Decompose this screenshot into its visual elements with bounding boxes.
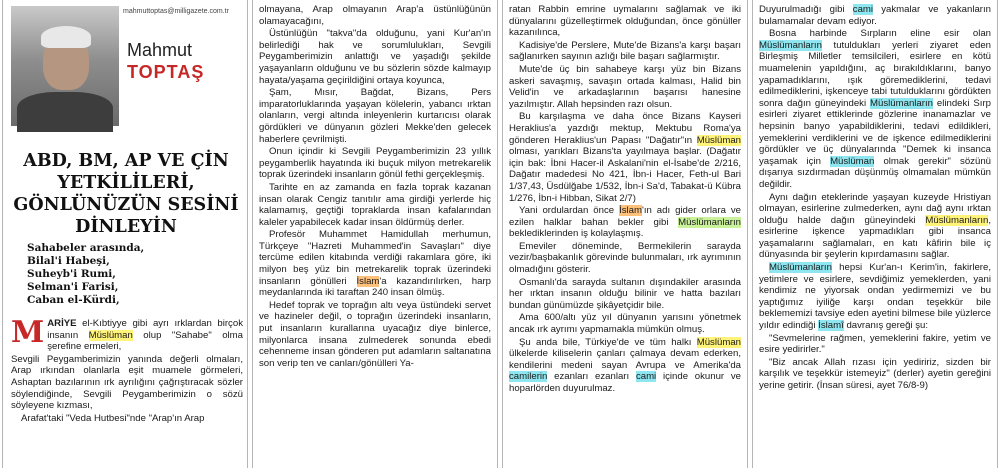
paragraph: Arafat'taki "Veda Hutbesi"nde "Arap'ın Arap: [21, 412, 205, 424]
text-run: hepsi Kur'an-ı Kerim'in, fakirlere, yetimlere ve esirlere, sevdiğimiz yemeklerden, yani kendimiz ne yiyorsak ondan yedirmemizi ve bu yaptığımız iyiliğe karşı ondan teşekkür bile beklememizi tavsiye eden ayetini bilmese bile yüzlerce yıldır edindiği: [759, 262, 991, 332]
text-run: tutuldukları yerleri ziyaret eden Birleşmiş Milletler temsilcileri, esirlere en kötü muamelenin yapıldığını, aç bırakıldıklarını, banyo yapamadıklarını, ışık göremediklerini, tedavi edilmediklerini, işkenceye tabi tutulduklarını gördükten sonra dağın güneyindeki: [759, 39, 991, 109]
text-run: Yani ordulardan önce: [519, 205, 620, 217]
paragraph: [759, 4, 991, 27]
highlight-orange: İslam: [619, 205, 642, 217]
paragraph: Üstünlüğün "takva"da olduğunu, yani Kur'an'ın belirlediği hak ve sorumlulukları, Sevgili Peygamberimizin anlattığı ve yaşadığı şekilde yaşayanların olduğunu ve bu sözlerin sözde kalmayıp hayata/yaşama geçirildiğini ortaya koyunca,: [259, 28, 491, 86]
text-run: olması, yarıkları Bizans'ta yayılmaya başlar. (Dağatır için bak: İbni Hacer-il Askalani'nin el-İsabe'de 2/216, Dağatır madedesi No 421, İbn-i Hacer, Feth-ul Bari 1/37,43, Üsdülğabe 1/532, İbn-i Sa'd, Tabakat-ü Kübra 1/276, İbn-i Hibban, Sikat 2/7): [509, 146, 741, 204]
text-run: davranış gereği şu:: [843, 320, 929, 332]
paragraph: "Biz ancak Allah rızası için yediririz, sizden bir karşılık ve teşekkür istemeyiz" (derler) ayetin gereğini yerine getirir. (İnsan süresi, ayet 76/8-9): [759, 356, 991, 391]
text-run: , esirlerine işkence yapmadıkları gibi insanca yaşamalarını sağlamaları, en katı kâfirin bile iç dünyasında bir şeylerin kıpırdamasını sağlar.: [759, 214, 991, 261]
paragraph: [509, 337, 741, 395]
text-run: içinde okunur ve hoparlörden duyurulmaz.: [509, 371, 742, 394]
column-3: [502, 0, 748, 468]
highlight-cyan: İslamî: [818, 320, 844, 332]
highlight-cyan: Müslümanların: [769, 262, 832, 274]
column-1: [2, 0, 248, 468]
paragraph: [759, 192, 991, 262]
highlight-yellow: Müslüman: [88, 329, 133, 341]
highlight-cyan: cami: [852, 4, 874, 15]
highlight-cyan: Müslümanların: [870, 97, 933, 109]
photo-hair: [41, 26, 91, 48]
paragraph: "Sevmelerine rağmen, yemeklerini fakire, yetim ve esire yedirirler.": [759, 332, 991, 356]
paragraph: Ama 600/altı yüz yıl dünyanın yarısını yönetmek ancak ırk ayrımı yapmamakla mümkün olmuş.: [509, 312, 741, 336]
paragraph: Mute'de üç bin sahabeye karşı yüz bin Bizans askeri savaşmış, savaşın ortada kalması, Halid bin Velid'in ve arkadaşlarının başarısı hanesine yazılmıştır. Allah hepsinden razı olsun.: [509, 63, 741, 110]
subtitle-line: Caban el-Kürdi,: [27, 294, 120, 306]
column-1-body: [11, 315, 243, 425]
text-run: yakmalar ve yakanların bulamamalar devam ediyor.: [759, 4, 992, 27]
column-3-body: [503, 0, 747, 395]
paragraph: [509, 111, 741, 204]
highlight-cyan: Müslüman: [830, 155, 875, 167]
text-run: beklediklerinden iş kolaylaşmış.: [509, 228, 644, 240]
text-run: Şu anda bile, Türkiye'de ve tüm halkı: [519, 336, 697, 348]
text-run: Duyurulmadığı gibi: [759, 4, 853, 15]
author-email[interactable]: mahmuttoptas@milligazete.com.tr: [123, 8, 229, 15]
highlight-yellow: Müslüman: [696, 134, 741, 146]
paragraph: [11, 315, 243, 353]
article-headline: ABD, BM, AP VE ÇİN YETKİLİLERİ, GÖNLÜNÜZÜN SESİNİ DİNLEYİN: [13, 151, 239, 237]
drop-cap: M: [11, 315, 45, 350]
text-run: ezanları ezanları: [547, 371, 636, 383]
paragraph: Sevgili Peygamberimizin yanında değerli olmaları, Arap ırkından olanlarla eşit muamele görmeleri, Ashaptan bazılarının ırk ayrılığını çağrıştıracak sözler söylendiğinde, Sevgili Peygamberimizin o sözü söyleyene kızması,: [11, 353, 243, 412]
text-run: 'ın adı gider orlara ve ezilen halklar bahan bekler gibi: [509, 205, 741, 228]
text-run: Bu karşılaşma ve daha önce Bizans Kayseri Heraklius'a yazdığı mektup, Mektubu Roma'ya gönderen Heraklius'un Papası "Dağatır"ın: [509, 111, 741, 146]
author-photo: [11, 6, 119, 126]
column-4: [752, 0, 998, 468]
paragraph: Onun içindir ki Sevgili Peygamberimizin 23 yıllık peygamberlik hayatında iki buçuk milyon metrekarelik toprak üzerindeki insanların gönül fethi gerçekleşmiş.: [259, 146, 491, 181]
paragraph: [759, 262, 991, 332]
subtitle-line: Selman'i Farisi,: [27, 281, 119, 293]
text-run: Profesör Muhammet Hamidullah merhumun, Türkçeye "Hazreti Muhammed'in Savaşları" diye tercüme edilen kitabında verdiği rakamlara göre, iki milyon beş yüz bin metrekarelik toprak üzerindeki insanların gönülleri: [259, 229, 491, 287]
paragraph: Osmanlı'da sarayda sultanın dışındakiler arasında her ırktan insanın olduğu bilinir ve hatta bazıları bundan günümüzde şikâyetçidir bile.: [509, 276, 741, 311]
paragraph: Hedef toprak ve toprağın altı veya üstündeki servet ve hazineler değil, o toprağın üzerindeki insanların, put insanların kurallarına uyacağız diye binlerce, milyonlarca insana zulmederek sonunda ebedi cehenneme insan gönderen put adamların saltanatına son verip ten ve canları/gönülleri Ya-: [259, 299, 491, 369]
author-first-name: Mahmut: [127, 40, 193, 60]
text-run: 'a kazandırılırken, harp meydanlarında iki taraftan 240 insan ölmüş.: [259, 275, 491, 299]
text-run: Bosna harbinde Sırpların eline esir olan: [769, 28, 991, 40]
text-run: olmak gerekir" sözünü dışarıya sızdırmadan düşünmüş olmamalan mümkün değildir.: [759, 155, 991, 190]
text-run: el-Kıbtiyye gibi ayrı ırklardan birçok insanın: [47, 318, 243, 341]
paragraph: [759, 28, 991, 190]
subtitle-line: Suheyb'i Rumi,: [27, 268, 116, 280]
text-run: elindeki Sırp esirleri ziyaret ettiklerinde gözlerine inanamazlar ve hepsinin banyo yapabildiklerini, tedavi edildikleri, yemeklerini verdiklerini ve de işkence edilmediklerini gördükler ve üç dünyalarında "Demek ki insanca yaşamak için: [759, 97, 991, 167]
highlight-green: Müslümanların: [678, 216, 741, 228]
author-last-name: TOPTAŞ: [127, 62, 205, 82]
paragraph: Kadisiye'de Perslere, Mute'de Bizans'a karşı başarı sağlanırken sayının azlığı bile başarı sağlarmıştır.: [509, 39, 741, 63]
highlight-yellow: Müslümanların: [925, 214, 989, 226]
text-run: ülkelerde kiliselerin çanları çalmaya devam ederken, kendilerini medeni sayan Avrupa ve Amerika'da: [509, 348, 741, 371]
highlight-cyan: Müslümanların: [759, 39, 822, 51]
highlight-yellow: Müslüman: [696, 336, 741, 348]
highlight-cyan: camilerin: [509, 371, 548, 383]
paragraph: olmayana, Arap olmayanın Arap'a üstünlüğünün olamayacağını,: [259, 4, 491, 27]
photo-shoulders: [17, 92, 113, 132]
column-2-body: [253, 0, 497, 369]
subtitle-line: Bilal'i Habeşi,: [27, 255, 110, 267]
column-4-body: [753, 0, 997, 392]
text-run: olup "Sahabe" olma şerefine ermeleri,: [47, 329, 243, 353]
lead-word: ARİYE: [47, 318, 77, 329]
paragraph: Şam, Mısır, Bağdat, Bizans, Pers imparatorluklarında yaşayan kölelerin, yabancı ırktan olanların, vergi altında inleyenlerin kurtarıcısı olarak gördükleri ve dünyanın gözleri Mekke'den gelecek haberlere çevrilmişti.: [259, 87, 491, 145]
paragraph: [509, 205, 741, 240]
paragraph: Emeviler döneminde, Bermekilerin sarayda vezir/başbakanlık görevinde bulunmaları, ırk ayrımının olmadığını gösterir.: [509, 240, 741, 276]
highlight-orange: İslam: [356, 275, 380, 287]
text-run: Aynı dağın eteklerinde yaşayan kuzeyde Hristiyan olmayan, esirlerine zulmederken, aynı dağ aynı ırktan olduğu halde dağın güneyindeki: [759, 191, 991, 226]
article-subtitle: [27, 242, 227, 307]
paragraph: [259, 229, 491, 299]
subtitle-line: Sahabeler arasında,: [27, 242, 145, 254]
column-2: [252, 0, 498, 468]
paragraph: ratan Rabbin emrine uymalarını sağlamak ve iki dünyalarını güzelleştirmek olduğundan, önce gönüller kazanılınca,: [509, 4, 741, 39]
paragraph: Tarihte en az zamanda en fazla toprak kazanan insan olarak Cengiz tanıtılır ama girdiği yerlerde hiç kalamamış, geçtiği topraklarda insan kafalarından kaleler yapabilecek kadar insan öldürmüş derler.: [259, 181, 491, 228]
highlight-cyan: cami: [635, 371, 657, 383]
